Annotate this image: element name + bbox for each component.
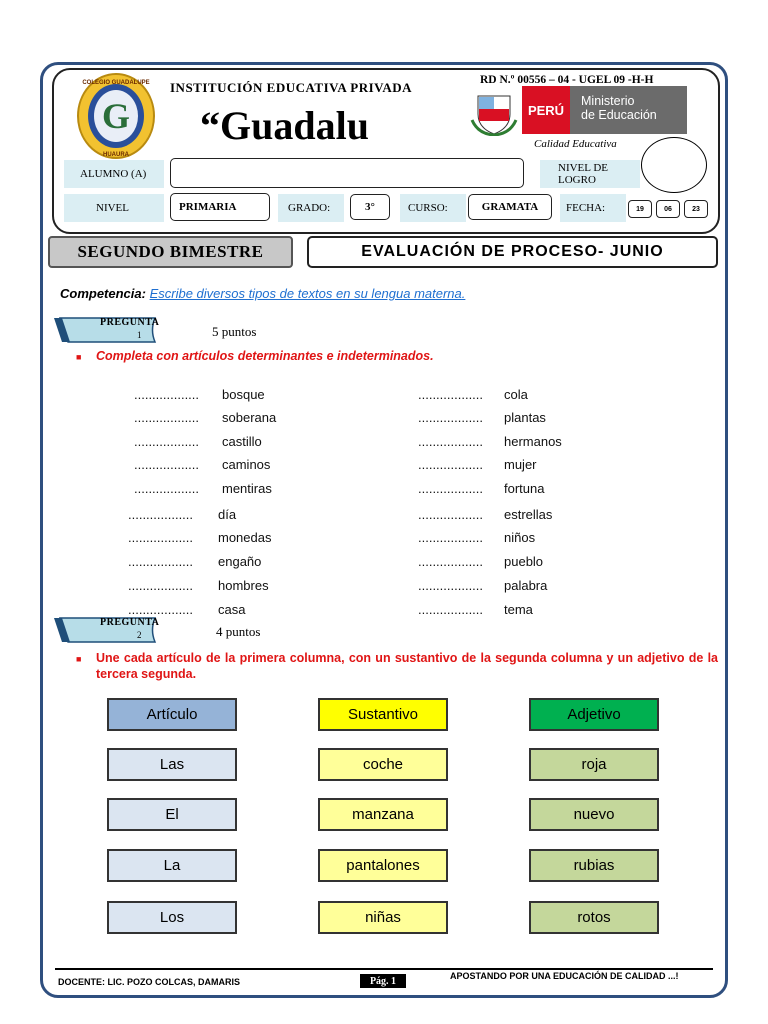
word-left-1: bosque [222, 387, 265, 402]
adjetivo-cell-1[interactable]: roja [529, 748, 659, 781]
blank-right-9[interactable]: .................. [418, 578, 484, 593]
school-logo [76, 72, 156, 160]
ministerio-label [570, 86, 687, 134]
word-right-3: hermanos [504, 434, 562, 449]
blank-left-5[interactable]: .................. [134, 481, 200, 496]
curso-value: GRAMATA [468, 194, 552, 220]
blank-left-8[interactable]: .................. [128, 554, 194, 569]
fecha-month: 06 [656, 200, 680, 218]
word-right-7: niños [504, 530, 536, 545]
word-right-9: palabra [504, 578, 548, 593]
word-left-9: hombres [218, 578, 269, 593]
ministerio-line-2: de Educación [581, 108, 657, 122]
word-right-10: tema [504, 602, 533, 617]
evaluacion-title: EVALUACIÓN DE PROCESO- JUNIO [307, 236, 718, 268]
blank-left-3[interactable]: .................. [134, 434, 200, 449]
competencia-link[interactable]: Escribe diversos tipos de textos en su lengua materna. [149, 286, 466, 301]
logo-letter: G [101, 96, 131, 136]
blank-right-2[interactable]: .................. [418, 410, 484, 425]
curso-label: CURSO: [400, 194, 466, 222]
blank-right-7[interactable]: .................. [418, 530, 484, 545]
word-right-4: mujer [504, 457, 537, 472]
pregunta-2-number: 2 [137, 630, 142, 640]
bullet-1: ■ [76, 352, 82, 362]
word-left-6: día [218, 507, 237, 522]
pregunta-1-label: PREGUNTA [100, 317, 160, 328]
word-right-6: estrellas [504, 507, 553, 522]
school-name: “Guadalu [200, 103, 369, 148]
grado-value: 3° [350, 194, 390, 220]
pregunta-1-points: 5 puntos [212, 324, 257, 339]
pregunta-1-instruction: Completa con artículos determinantes e indeterminados. [96, 349, 434, 363]
blank-right-3[interactable]: .................. [418, 434, 484, 449]
word-left-10: casa [218, 602, 246, 617]
pregunta-2-points: 4 puntos [216, 624, 261, 639]
sustantivo-cell-4[interactable]: niñas [318, 901, 448, 934]
word-right-8: pueblo [504, 554, 544, 569]
peru-label: PERÚ [522, 86, 570, 134]
bullet-2: ■ [76, 654, 82, 664]
pregunta-2-label: PREGUNTA [100, 617, 160, 628]
articulo-cell-2[interactable]: El [107, 798, 237, 831]
blank-left-9[interactable]: .................. [128, 578, 194, 593]
adjetivo-cell-3[interactable]: rubias [529, 849, 659, 882]
blank-left-7[interactable]: .................. [128, 530, 194, 545]
nivel-label: NIVEL [64, 194, 164, 222]
footer-rule [55, 968, 713, 970]
fecha-year: 23 [684, 200, 708, 218]
blank-left-2[interactable]: .................. [134, 410, 200, 425]
sustantivo-cell-2[interactable]: manzana [318, 798, 448, 831]
rd-number: RD N.º 00556 – 04 - UGEL 09 -H-H [480, 74, 654, 86]
articulo-cell-3[interactable]: La [107, 849, 237, 882]
word-left-2: soberana [222, 410, 277, 425]
blank-left-1[interactable]: .................. [134, 387, 200, 402]
nivel-value: PRIMARIA [170, 193, 270, 221]
alumno-field[interactable] [170, 158, 524, 188]
word-right-5: fortuna [504, 481, 545, 496]
logo-top-text: COLEGIO GUADALUPE [82, 80, 150, 86]
competencia-label: Competencia: [60, 286, 146, 301]
fecha-day: 19 [628, 200, 652, 218]
footer-lema: APOSTANDO POR UNA EDUCACIÓN DE CALIDAD ...! [450, 971, 679, 981]
word-left-5: mentiras [222, 481, 272, 496]
blank-right-10[interactable]: .................. [418, 602, 484, 617]
pregunta-2-instruction: Une cada artículo de la primera columna, con un sustantivo de la segunda columna y un adjetivo de la tercera segunda. [96, 651, 718, 681]
alumno-label: ALUMNO (A) [64, 160, 164, 188]
pregunta-1-number: 1 [137, 330, 142, 340]
blank-left-4[interactable]: .................. [134, 457, 200, 472]
fecha-label: FECHA: [560, 194, 626, 222]
ministerio-banner [522, 86, 687, 134]
adjetivo-cell-2[interactable]: nuevo [529, 798, 659, 831]
sustantivo-header: Sustantivo [318, 698, 448, 731]
blank-right-8[interactable]: .................. [418, 554, 484, 569]
word-left-4: caminos [222, 457, 271, 472]
blank-right-1[interactable]: .................. [418, 387, 484, 402]
footer-docente: DOCENTE: LIC. POZO COLCAS, DAMARIS [58, 977, 240, 987]
word-left-7: monedas [218, 530, 272, 545]
grado-label: GRADO: [278, 194, 344, 222]
institution-type: INSTITUCIÓN EDUCATIVA PRIVADA [170, 80, 413, 95]
bimestre-title: SEGUNDO BIMESTRE [48, 236, 293, 268]
word-right-1: cola [504, 387, 528, 402]
adjetivo-cell-4[interactable]: rotos [529, 901, 659, 934]
logo-bottom-text: HUAURA [103, 152, 129, 158]
blank-right-4[interactable]: .................. [418, 457, 484, 472]
nivel-logro-label: NIVEL DE LOGRO [540, 160, 640, 188]
nivel-logro-circle[interactable] [641, 137, 707, 193]
blank-left-10[interactable]: .................. [128, 602, 194, 617]
ministerio-line-1: Ministerio [581, 94, 635, 108]
word-left-8: engaño [218, 554, 262, 569]
word-left-3: castillo [222, 434, 262, 449]
blank-right-5[interactable]: .................. [418, 481, 484, 496]
adjetivo-header: Adjetivo [529, 698, 659, 731]
competencia [60, 286, 465, 301]
blank-right-6[interactable]: .................. [418, 507, 484, 522]
page-number: Pág. 1 [360, 974, 406, 988]
articulo-cell-4[interactable]: Los [107, 901, 237, 934]
calidad-educativa: Calidad Educativa [534, 138, 617, 150]
peru-shield-icon [470, 90, 518, 136]
articulo-cell-1[interactable]: Las [107, 748, 237, 781]
sustantivo-cell-3[interactable]: pantalones [318, 849, 448, 882]
sustantivo-cell-1[interactable]: coche [318, 748, 448, 781]
articulo-header: Artículo [107, 698, 237, 731]
word-right-2: plantas [504, 410, 546, 425]
blank-left-6[interactable]: .................. [128, 507, 194, 522]
